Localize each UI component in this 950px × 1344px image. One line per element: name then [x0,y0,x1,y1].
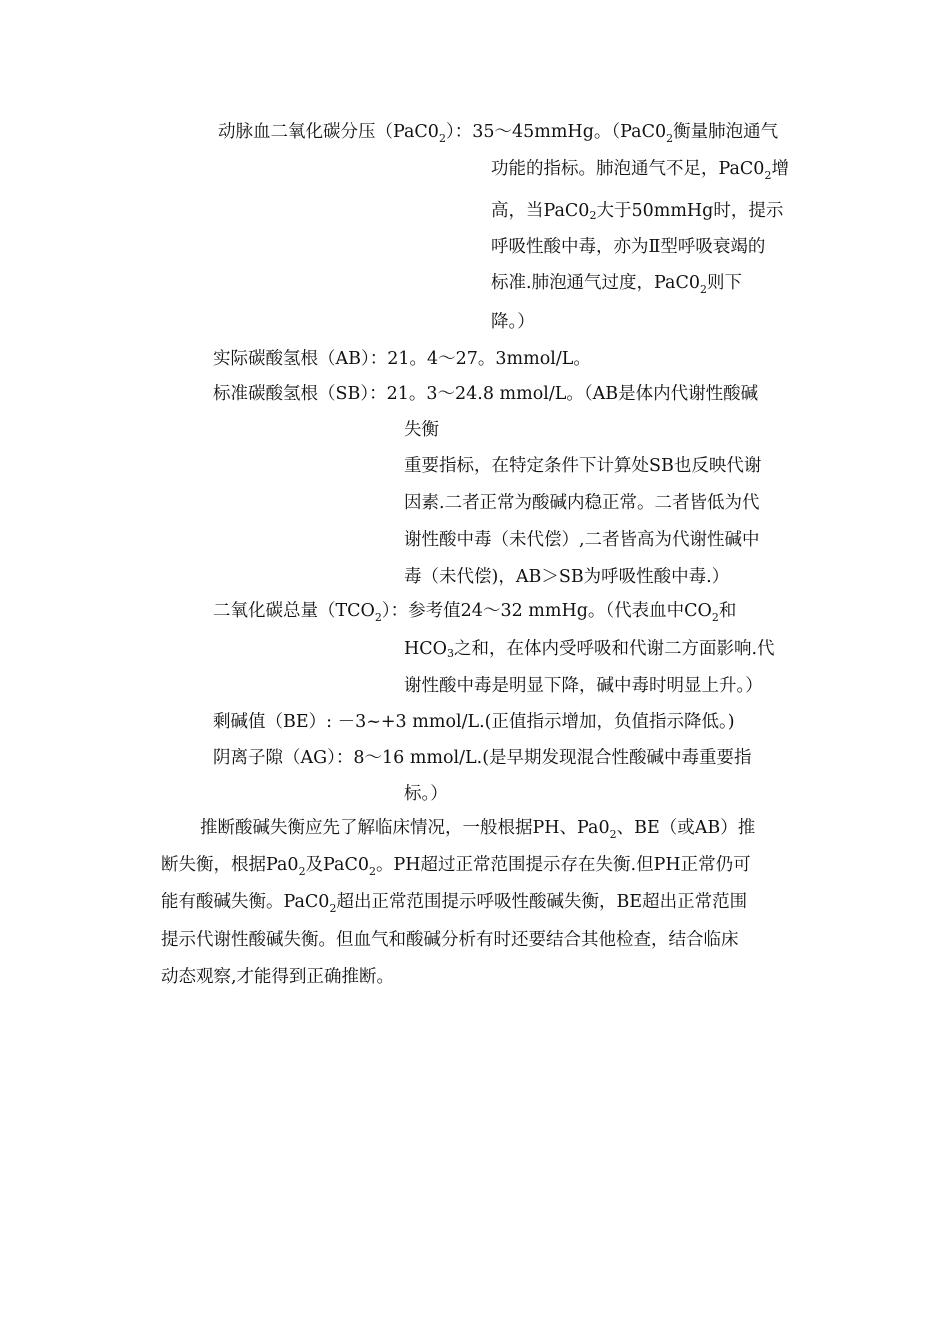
text: 阴离子隙（AG）：8～16 mmol/L.(是早期发现混合性酸碱中毒重要指 [213,748,752,768]
ag-line-1 [213,740,808,776]
subscript: 2 [329,902,337,915]
conclusion-line-1 [200,811,808,847]
tco2-line-2 [404,631,808,667]
ab-line [213,341,808,377]
text: 动态观察,才能得到正确推断。 [161,967,395,987]
sb-line-2 [404,412,808,448]
text: 大于50mmHg时，提示 [596,201,784,221]
text: 标准碳酸氢根（SB）：21。3～24.8 mmol/L。（AB是体内代谢性酸碱 [213,384,759,404]
subscript: 2 [700,283,708,296]
subscript: 2 [298,865,306,878]
ag-line-2 [404,776,808,812]
text: 推断酸碱失衡应先了解临床情况，一般根据PH、Pa0 [200,818,610,838]
tco2-line-1 [213,594,808,630]
paco2-line-1 [218,115,808,151]
subscript: 2 [711,611,719,624]
text: 降。） [491,312,535,332]
text: 功能的指标。肺泡通气不足，PaC0 [491,159,765,179]
text: 衡量肺泡通气 [673,122,779,142]
text: 断失衡，根据Pa0 [161,855,299,875]
text: 二氧化碳总量（TCO [213,601,375,621]
text: 则下 [707,273,743,293]
text: 之和，在体内受呼吸和代谢二方面影响.代 [454,639,775,659]
paco2-line-5 [491,266,808,302]
paco2-line-2 [491,152,808,188]
sb-line-1 [213,376,808,412]
text: 及PaC0 [305,855,370,875]
text: 谢性酸中毒是明显下降，碱中毒时明显上升。） [404,676,763,696]
text: 因素.二者正常为酸碱内稳正常。二者皆低为代 [404,493,760,513]
text: 谢性酸中毒（未代偿）,二者皆高为代谢性碱中 [404,530,760,550]
text: 提示代谢性酸碱失衡。但血气和酸碱分析有时还要结合其他检查，结合临床 [161,930,739,950]
text: HCO [404,639,447,659]
text: 呼吸性酸中毒，亦为Ⅱ型呼吸衰竭的 [491,237,766,257]
text: 增 [771,159,789,179]
subscript: 2 [589,209,597,222]
subscript: 2 [369,865,377,878]
subscript: 2 [374,611,382,624]
tco2-line-3 [404,668,808,704]
subscript: 2 [666,132,674,145]
text: 标。） [404,784,448,804]
text: 能有酸碱失衡。PaC0 [161,892,330,912]
text: 失衡 [404,420,439,440]
text: 高，当PaC0 [491,201,590,221]
text: 剩碱值（BE）: －3~+3 mmol/L.(正值指示增加，负值指示降低。) [213,712,735,732]
text: 标准.肺泡通气过度，PaC0 [491,273,701,293]
text: ）：35～45mmHg。（PaC0 [445,122,667,142]
sb-line-6 [404,559,808,595]
sb-line-4 [404,485,808,521]
text: 重要指标，在特定条件下计算处SB也反映代谢 [404,456,762,476]
text: 超出正常范围提示呼吸性酸碱失衡，BE超出正常范围 [336,892,748,912]
text: 毒（未代偿)，AB＞SB为呼吸性酸中毒.） [404,567,730,587]
paco2-line-3 [491,193,808,229]
text: 、BE（或AB）推 [616,818,756,838]
subscript: 2 [609,828,617,841]
be-line [213,704,808,740]
conclusion-line-3 [161,885,808,921]
paco2-line-4 [491,229,808,265]
sb-line-5 [404,522,808,558]
subscript: 2 [764,169,772,182]
paco2-line-6 [491,304,808,340]
conclusion-line-2 [161,848,808,884]
text: 。PH超过正常范围提示存在失衡.但PH正常仍可 [376,855,751,875]
text: 实际碳酸氢根（AB）：21。4～27。3mmol/L。 [213,349,591,369]
sb-line-3 [404,448,808,484]
subscript: 2 [438,132,446,145]
conclusion-line-5 [161,959,808,995]
conclusion-line-4 [161,922,808,958]
subscript: 3 [447,647,454,660]
text: 动脉血二氧化碳分压（PaC0 [218,122,439,142]
text: ）：参考值24～32 mmHg。（代表血中CO [381,601,712,621]
text: 和 [718,601,737,621]
